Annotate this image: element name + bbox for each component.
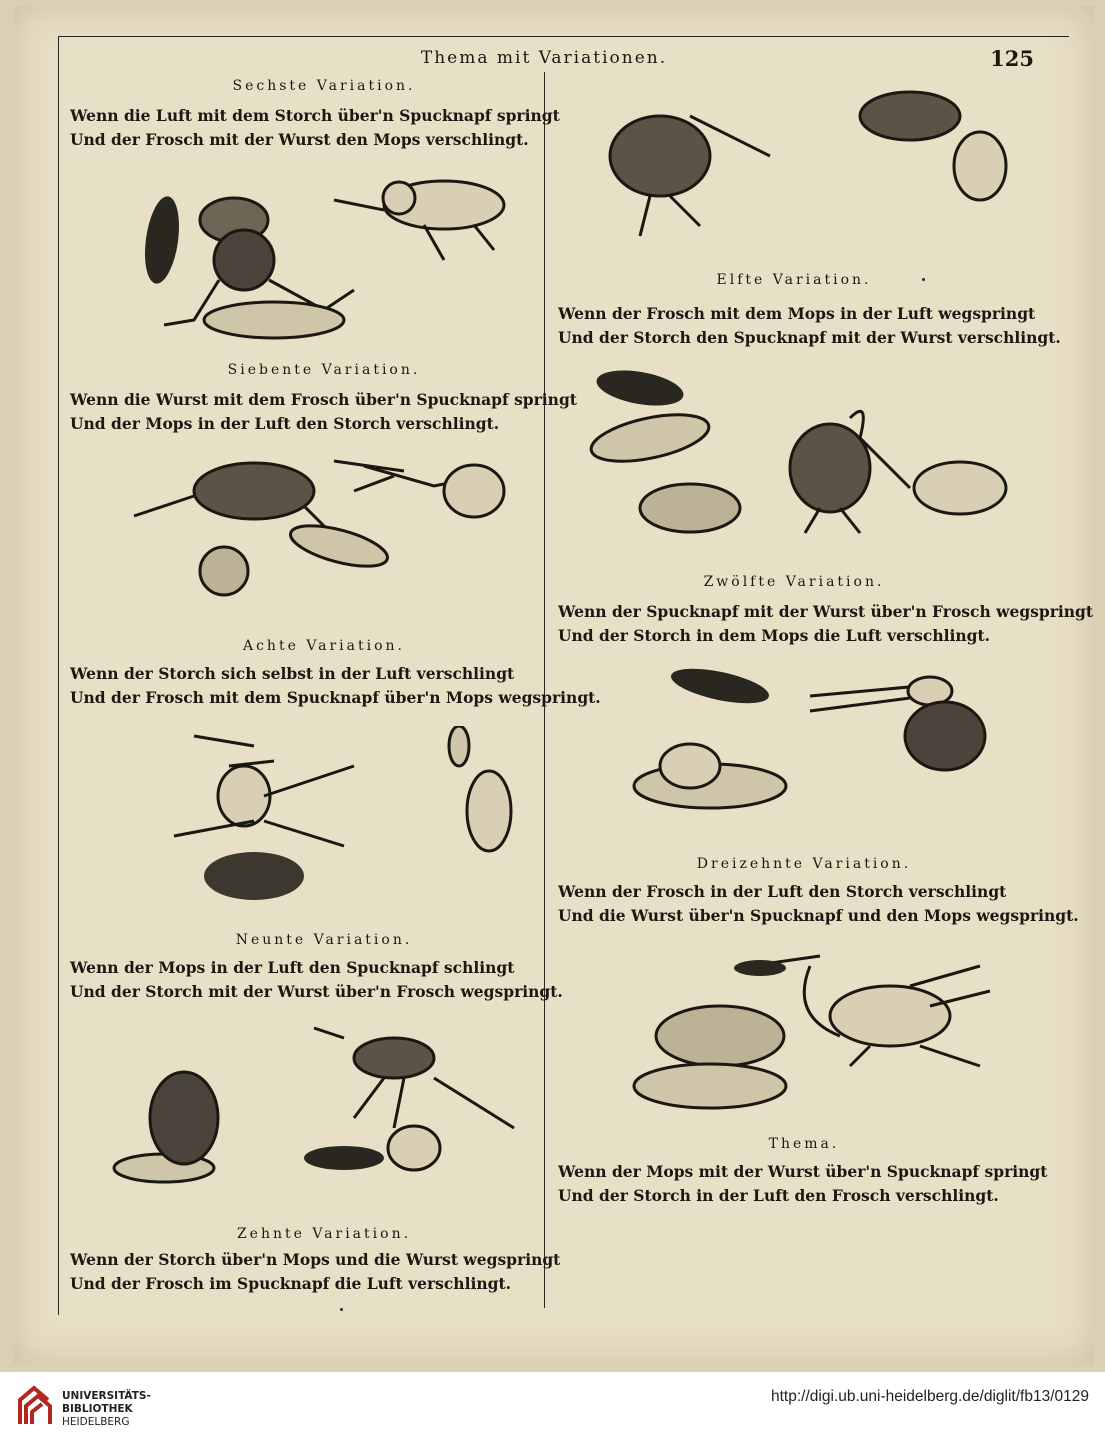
verse-line: Wenn der Frosch mit dem Mops in der Luft wegspringt	[558, 304, 1036, 323]
verse-line: Und der Storch mit der Wurst über'n Frosch wegspringt.	[70, 982, 563, 1001]
verse-line: Wenn der Mops in der Luft den Spucknapf schlingt	[70, 958, 515, 977]
library-logo-icon	[14, 1384, 56, 1436]
variation-verse	[558, 880, 1079, 928]
verse-line: Und der Storch in der Luft den Frosch verschlingt.	[558, 1186, 999, 1205]
stork-icon	[610, 116, 770, 236]
frog-icon	[150, 1072, 218, 1164]
illustration-stork-spittoon	[134, 726, 534, 906]
spittoon-icon	[287, 518, 392, 575]
verse-line: Und der Mops in der Luft den Storch verschlingt.	[70, 414, 500, 433]
illustration-frog-mops	[124, 170, 524, 340]
variation-heading: Thema.	[768, 1136, 840, 1152]
spittoon-icon	[587, 406, 713, 470]
pug-icon	[954, 132, 1006, 200]
logo-line: BIBLIOTHEK	[62, 1403, 133, 1415]
frog-icon	[640, 484, 740, 532]
sausage-icon	[734, 960, 786, 976]
verse-line: Wenn der Frosch in der Luft den Storch verschlingt	[558, 882, 1007, 901]
illustration-stork-frog-mops	[570, 86, 1030, 256]
variation-heading: Sechste Variation.	[232, 78, 416, 94]
variation-verse	[70, 104, 560, 152]
variation-verse	[558, 1160, 1047, 1208]
running-header: Thema mit Variationen.	[420, 48, 668, 68]
sausage-icon	[304, 1146, 384, 1170]
verse-line: Wenn die Wurst mit dem Frosch über'n Spucknapf springt	[70, 390, 577, 409]
illustration-sausage-stork	[580, 358, 1040, 538]
variation-heading: Neunte Variation.	[235, 932, 413, 948]
verse-line: Wenn der Mops mit der Wurst über'n Spucknapf springt	[558, 1162, 1048, 1181]
spittoon-icon	[449, 726, 469, 766]
illustration-stork-frog-spittoon	[610, 656, 1030, 826]
source-url-link[interactable]: http://digi.ub.uni-heidelberg.de/diglit/fb13/0129	[771, 1388, 1089, 1405]
variation-verse	[70, 1248, 560, 1296]
variation-heading: Zehnte Variation.	[236, 1226, 412, 1242]
stork-icon	[174, 736, 354, 846]
verse-line: Und der Frosch mit dem Spucknapf über'n Mops wegspringt.	[70, 688, 601, 707]
sausage-icon	[668, 662, 772, 710]
illustration-frog-stork	[104, 446, 524, 606]
verse-line: Wenn der Storch über'n Mops und die Wurst wegspringt	[70, 1250, 561, 1269]
illustration-frog-stork-mops	[94, 1018, 534, 1198]
variation-heading: Elfte Variation.	[716, 272, 872, 288]
pug-icon	[200, 547, 248, 595]
frog-icon	[905, 702, 985, 770]
variation-heading: Siebente Variation.	[227, 362, 421, 378]
stork-icon	[750, 956, 990, 1066]
library-logo-text	[62, 1390, 151, 1429]
pug-icon	[388, 1126, 440, 1170]
frog-icon	[204, 852, 304, 900]
pug-icon	[467, 771, 511, 851]
variation-heading: Dreizehnte Variation.	[696, 856, 912, 872]
variation-verse	[70, 956, 563, 1004]
library-footer	[0, 1372, 1105, 1452]
verse-line: Und der Storch den Spucknapf mit der Wurst verschlingt.	[558, 328, 1061, 347]
variation-heading: Achte Variation.	[242, 638, 406, 654]
stork-icon	[314, 1028, 514, 1128]
verse-line: Und der Storch in dem Mops die Luft verschlingt.	[558, 626, 991, 645]
verse-line: Und die Wurst über'n Spucknapf und den Mops wegspringt.	[558, 906, 1079, 925]
logo-line: UNIVERSITÄTS-	[62, 1390, 151, 1402]
frog-icon	[860, 92, 960, 140]
variation-verse	[70, 662, 601, 710]
spittoon-icon	[634, 1064, 786, 1108]
pug-icon	[660, 744, 720, 788]
logo-line: HEIDELBERG	[62, 1416, 130, 1428]
stork-icon	[334, 461, 504, 517]
illustration-stork-mops-spittoon	[610, 936, 1030, 1116]
verse-line: Und der Frosch mit der Wurst den Mops verschlingt.	[70, 130, 529, 149]
page-number: 125	[990, 46, 1034, 71]
sausage-icon	[140, 194, 184, 286]
stork-icon	[790, 411, 910, 533]
verse-line: Wenn der Spucknapf mit der Wurst über'n Frosch wegspringt	[558, 602, 1094, 621]
variation-verse	[70, 388, 577, 436]
verse-line: Und der Frosch im Spucknapf die Luft verschlingt.	[70, 1274, 512, 1293]
verse-line: Wenn die Luft mit dem Storch über'n Spucknapf springt	[70, 106, 560, 125]
variation-verse	[558, 600, 1093, 648]
scanned-page	[14, 6, 1094, 1364]
spittoon-icon	[204, 302, 344, 338]
pug-icon	[656, 1006, 784, 1066]
variation-verse	[558, 302, 1061, 350]
pug-icon	[914, 462, 1006, 514]
ink-dot	[922, 278, 925, 281]
ink-dot	[340, 1308, 343, 1311]
verse-line: Wenn der Storch sich selbst in der Luft verschlingt	[70, 664, 515, 683]
pug-icon	[334, 181, 504, 260]
sausage-icon	[594, 365, 686, 412]
variation-heading: Zwölfte Variation.	[703, 574, 885, 590]
